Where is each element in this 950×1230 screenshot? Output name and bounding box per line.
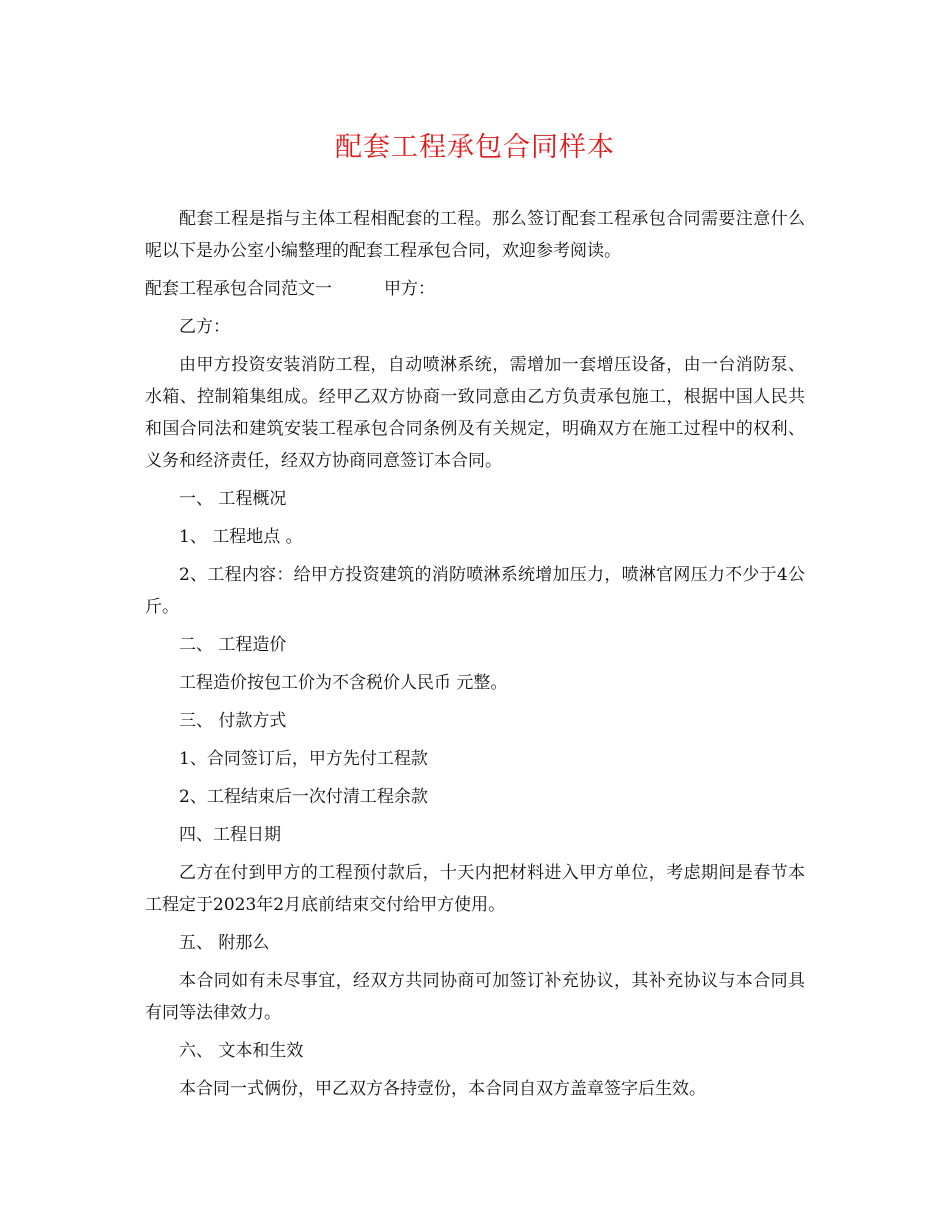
section-6-body: 本合同一式俩份，甲乙双方各持壹份，本合同自双方盖章签字后生效。: [179, 1079, 706, 1099]
intro-paragraph: 配套工程是指与主体工程相配套的工程。那么签订配套工程承包合同需要注意什么呢以下是办公室小编整理的配套工程承包合同，欢迎参考阅读。: [145, 209, 805, 261]
section-1-heading: 一、 工程概况: [179, 489, 287, 509]
section-2-heading: 二、 工程造价: [179, 635, 287, 655]
section-1-item-2: 2、工程内容：给甲方投资建筑的消防喷淋系统增加压力，喷淋官网压力不少于4公斤。: [145, 565, 805, 617]
party-a-label: 甲方：: [384, 279, 435, 299]
section-4-heading: 四、工程日期: [179, 825, 281, 845]
section-2-body: 工程造价按包工价为不含税价人民币 元整。: [179, 673, 508, 693]
section-1-item-1: 1、 工程地点 。: [179, 527, 303, 547]
section-5-body: 本合同如有未尽事宜，经双方共同协商可加签订补充协议，其补充协议与本合同具有同等法律效力。: [145, 971, 805, 1023]
section-3-item-1: 1、合同签订后，甲方先付工程款: [179, 749, 428, 769]
section-5-heading: 五、 附那么: [179, 933, 270, 953]
sample-heading-line: [145, 273, 805, 305]
document-title: 配套工程承包合同样本: [335, 132, 615, 163]
party-b-label: 乙方：: [179, 317, 230, 337]
section-4-body: 乙方在付到甲方的工程预付款后，十天内把材料进入甲方单位，考虑期间是春节本工程定于2023年2月底前结束交付给甲方使用。: [145, 863, 805, 915]
section-3-item-2: 2、工程结束后一次付清工程余款: [179, 787, 428, 807]
document-body: [145, 203, 805, 1111]
preamble-paragraph: 由甲方投资安装消防工程，自动喷淋系统，需增加一套增压设备，由一台消防泵、水箱、控制箱集组成。经甲乙双方协商一致同意由乙方负责承包施工，根据中国人民共和国合同法和建筑安装工程承包合同条例及有关规定，明确双方在施工过程中的权利、义务和经济责任，经双方协商同意签订本合同。: [145, 355, 805, 471]
section-6-heading: 六、 文本和生效: [179, 1041, 304, 1061]
section-3-heading: 三、 付款方式: [179, 711, 287, 731]
sample-heading: 配套工程承包合同范文一: [145, 279, 332, 299]
